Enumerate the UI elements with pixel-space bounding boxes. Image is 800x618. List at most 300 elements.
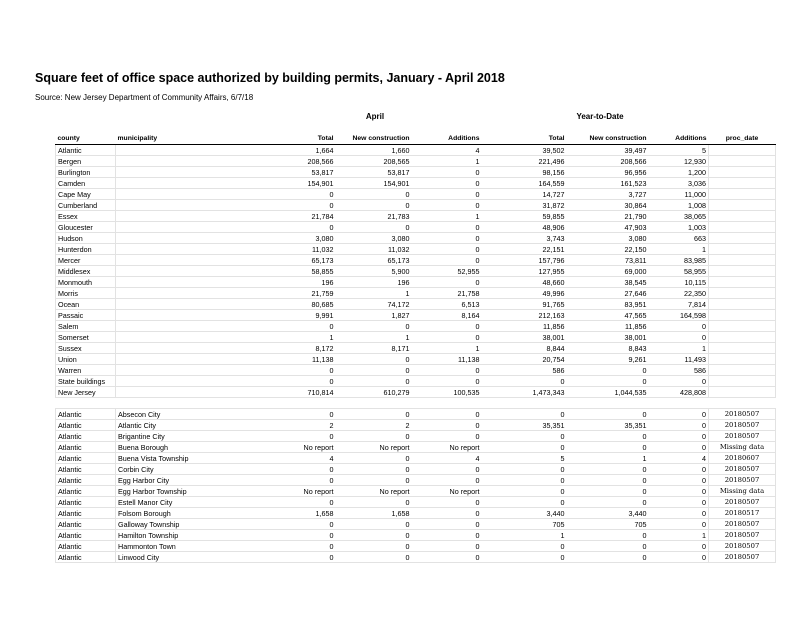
cell-proc-date: 20180607 — [709, 453, 776, 464]
cell-ytd-additions: 164,598 — [649, 310, 709, 321]
spacer-cell — [482, 398, 502, 409]
cell-ytd-new-construction: 73,811 — [567, 255, 649, 266]
cell-april-total: 196 — [236, 277, 336, 288]
cell-ytd-new-construction: 3,727 — [567, 189, 649, 200]
cell-gap — [482, 266, 502, 277]
municipality-row — [56, 442, 776, 453]
cell-ytd-additions: 4 — [649, 453, 709, 464]
cell-april-total: 0 — [236, 376, 336, 387]
col-header-april-new-construction: New construction — [336, 133, 412, 145]
cell-proc-date — [709, 332, 776, 343]
cell-ytd-total: 705 — [502, 519, 567, 530]
cell-proc-date: 20180507 — [709, 420, 776, 431]
cell-county: Atlantic — [56, 145, 116, 156]
cell-ytd-additions: 0 — [649, 486, 709, 497]
county-row — [56, 288, 776, 299]
cell-april-additions: 0 — [412, 475, 482, 486]
cell-ytd-additions: 11,000 — [649, 189, 709, 200]
cell-proc-date — [709, 200, 776, 211]
cell-ytd-total: 3,743 — [502, 233, 567, 244]
spacer-cell — [116, 398, 236, 409]
spacer-cell — [502, 398, 567, 409]
cell-gap — [482, 200, 502, 211]
cell-county: Cape May — [56, 189, 116, 200]
cell-proc-date: Missing data — [709, 486, 776, 497]
cell-municipality: Galloway Township — [116, 519, 236, 530]
cell-municipality: Corbin City — [116, 464, 236, 475]
cell-april-additions: 0 — [412, 409, 482, 420]
cell-april-total: 0 — [236, 431, 336, 442]
cell-april-new-construction: 0 — [336, 409, 412, 420]
cell-gap — [482, 233, 502, 244]
cell-proc-date — [709, 266, 776, 277]
cell-april-new-construction: 196 — [336, 277, 412, 288]
cell-ytd-additions: 10,115 — [649, 277, 709, 288]
cell-ytd-new-construction: 0 — [567, 541, 649, 552]
municipality-row — [56, 508, 776, 519]
cell-gap — [482, 343, 502, 354]
cell-april-additions: 0 — [412, 332, 482, 343]
cell-ytd-new-construction: 22,150 — [567, 244, 649, 255]
county-row — [56, 189, 776, 200]
cell-county: Atlantic — [56, 508, 116, 519]
cell-april-new-construction: 610,279 — [336, 387, 412, 398]
cell-ytd-total: 0 — [502, 376, 567, 387]
cell-county: Atlantic — [56, 453, 116, 464]
cell-ytd-additions: 1 — [649, 530, 709, 541]
cell-ytd-new-construction: 47,565 — [567, 310, 649, 321]
cell-ytd-additions: 11,493 — [649, 354, 709, 365]
county-row — [56, 387, 776, 398]
cell-april-new-construction: 65,173 — [336, 255, 412, 266]
cell-april-new-construction: 0 — [336, 519, 412, 530]
cell-ytd-additions: 83,985 — [649, 255, 709, 266]
col-gap — [482, 133, 502, 145]
cell-april-total: 1,658 — [236, 508, 336, 519]
cell-gap — [482, 365, 502, 376]
cell-county: Burlington — [56, 167, 116, 178]
municipality-row — [56, 519, 776, 530]
cell-ytd-additions: 7,814 — [649, 299, 709, 310]
cell-ytd-total: 0 — [502, 541, 567, 552]
cell-proc-date — [709, 255, 776, 266]
cell-ytd-total: 0 — [502, 464, 567, 475]
cell-proc-date — [709, 288, 776, 299]
cell-april-total: 0 — [236, 519, 336, 530]
cell-april-new-construction: 1,658 — [336, 508, 412, 519]
cell-gap — [482, 244, 502, 255]
cell-ytd-total: 31,872 — [502, 200, 567, 211]
cell-county: Union — [56, 354, 116, 365]
cell-april-new-construction: 1 — [336, 332, 412, 343]
county-row — [56, 211, 776, 222]
cell-april-additions: 0 — [412, 255, 482, 266]
cell-april-total: 21,784 — [236, 211, 336, 222]
county-row — [56, 299, 776, 310]
county-row — [56, 233, 776, 244]
cell-ytd-new-construction: 1 — [567, 453, 649, 464]
cell-april-total: 2 — [236, 420, 336, 431]
cell-municipality — [116, 354, 236, 365]
cell-county: Atlantic — [56, 519, 116, 530]
cell-gap — [482, 299, 502, 310]
cell-ytd-total: 221,496 — [502, 156, 567, 167]
municipality-row — [56, 486, 776, 497]
cell-ytd-new-construction: 0 — [567, 475, 649, 486]
cell-april-new-construction: 74,172 — [336, 299, 412, 310]
cell-proc-date: 20180507 — [709, 541, 776, 552]
cell-proc-date — [709, 233, 776, 244]
cell-county: State buildings — [56, 376, 116, 387]
cell-april-new-construction: 1,827 — [336, 310, 412, 321]
cell-municipality — [116, 277, 236, 288]
county-row — [56, 167, 776, 178]
cell-ytd-total: 586 — [502, 365, 567, 376]
cell-county: Atlantic — [56, 409, 116, 420]
county-row — [56, 332, 776, 343]
cell-april-additions: 0 — [412, 552, 482, 563]
cell-april-total: 1,664 — [236, 145, 336, 156]
cell-april-additions: 1 — [412, 156, 482, 167]
cell-ytd-new-construction: 9,261 — [567, 354, 649, 365]
col-header-april-additions: Additions — [412, 133, 482, 145]
county-row — [56, 255, 776, 266]
cell-april-total: 0 — [236, 497, 336, 508]
municipality-row — [56, 409, 776, 420]
cell-proc-date — [709, 365, 776, 376]
county-row — [56, 376, 776, 387]
municipality-row — [56, 420, 776, 431]
cell-county: Atlantic — [56, 486, 116, 497]
cell-municipality — [116, 365, 236, 376]
cell-april-total: 0 — [236, 321, 336, 332]
cell-april-new-construction: 53,817 — [336, 167, 412, 178]
cell-april-additions: No report — [412, 442, 482, 453]
cell-ytd-additions: 38,065 — [649, 211, 709, 222]
cell-gap — [482, 497, 502, 508]
cell-ytd-additions: 3,036 — [649, 178, 709, 189]
cell-ytd-total: 212,163 — [502, 310, 567, 321]
cell-april-total: 1 — [236, 332, 336, 343]
cell-april-total: 58,855 — [236, 266, 336, 277]
cell-proc-date: 20180507 — [709, 519, 776, 530]
cell-ytd-additions: 22,350 — [649, 288, 709, 299]
cell-april-total: 154,901 — [236, 178, 336, 189]
cell-april-additions: 6,513 — [412, 299, 482, 310]
cell-april-new-construction: 0 — [336, 431, 412, 442]
cell-april-total: 0 — [236, 552, 336, 563]
cell-municipality — [116, 376, 236, 387]
cell-proc-date: 20180507 — [709, 530, 776, 541]
cell-ytd-additions: 0 — [649, 409, 709, 420]
cell-april-new-construction: 1 — [336, 288, 412, 299]
cell-county: Sussex — [56, 343, 116, 354]
cell-ytd-total: 1,473,343 — [502, 387, 567, 398]
spacer-cell — [412, 398, 482, 409]
cell-ytd-new-construction: 0 — [567, 497, 649, 508]
cell-ytd-new-construction: 0 — [567, 552, 649, 563]
cell-april-new-construction: No report — [336, 486, 412, 497]
cell-april-additions: 1 — [412, 211, 482, 222]
cell-gap — [482, 541, 502, 552]
cell-gap — [482, 167, 502, 178]
cell-ytd-additions: 0 — [649, 519, 709, 530]
cell-proc-date — [709, 376, 776, 387]
cell-april-new-construction: 2 — [336, 420, 412, 431]
county-row — [56, 145, 776, 156]
county-row — [56, 365, 776, 376]
cell-proc-date — [709, 343, 776, 354]
cell-gap — [482, 530, 502, 541]
cell-april-total: 0 — [236, 409, 336, 420]
cell-april-additions: 0 — [412, 222, 482, 233]
cell-ytd-total: 35,351 — [502, 420, 567, 431]
cell-proc-date — [709, 387, 776, 398]
cell-april-total: 11,032 — [236, 244, 336, 255]
cell-county: Gloucester — [56, 222, 116, 233]
cell-ytd-new-construction: 39,497 — [567, 145, 649, 156]
cell-ytd-new-construction: 1,044,535 — [567, 387, 649, 398]
cell-april-new-construction: 11,032 — [336, 244, 412, 255]
cell-ytd-new-construction: 8,843 — [567, 343, 649, 354]
cell-municipality — [116, 343, 236, 354]
county-row — [56, 222, 776, 233]
cell-municipality — [116, 255, 236, 266]
cell-ytd-new-construction: 705 — [567, 519, 649, 530]
cell-april-new-construction: 21,783 — [336, 211, 412, 222]
cell-april-total: 80,685 — [236, 299, 336, 310]
cell-municipality — [116, 288, 236, 299]
cell-municipality — [116, 211, 236, 222]
cell-ytd-total: 164,559 — [502, 178, 567, 189]
cell-april-total: 208,566 — [236, 156, 336, 167]
cell-april-additions: 0 — [412, 365, 482, 376]
col-header-municipality: municipality — [116, 133, 236, 145]
cell-proc-date — [709, 156, 776, 167]
cell-proc-date — [709, 299, 776, 310]
cell-april-new-construction: 0 — [336, 365, 412, 376]
cell-april-total: 0 — [236, 200, 336, 211]
spacer-cell — [649, 398, 709, 409]
cell-proc-date — [709, 354, 776, 365]
cell-ytd-total: 98,156 — [502, 167, 567, 178]
cell-april-new-construction: No report — [336, 442, 412, 453]
ytd-group-header: Year-to-Date — [576, 112, 624, 121]
county-row — [56, 354, 776, 365]
cell-ytd-additions: 0 — [649, 552, 709, 563]
cell-ytd-additions: 0 — [649, 497, 709, 508]
cell-county: Atlantic — [56, 475, 116, 486]
cell-ytd-total: 0 — [502, 552, 567, 563]
cell-ytd-total: 48,660 — [502, 277, 567, 288]
spacer-cell — [336, 398, 412, 409]
cell-ytd-total: 0 — [502, 475, 567, 486]
permits-table — [55, 133, 776, 563]
cell-ytd-total: 49,996 — [502, 288, 567, 299]
cell-april-total: 0 — [236, 365, 336, 376]
cell-proc-date — [709, 321, 776, 332]
cell-april-additions: 0 — [412, 541, 482, 552]
cell-ytd-new-construction: 0 — [567, 365, 649, 376]
cell-county: Mercer — [56, 255, 116, 266]
cell-municipality — [116, 310, 236, 321]
cell-gap — [482, 376, 502, 387]
cell-ytd-new-construction: 0 — [567, 442, 649, 453]
cell-proc-date — [709, 310, 776, 321]
cell-april-additions: 11,138 — [412, 354, 482, 365]
cell-ytd-new-construction: 47,903 — [567, 222, 649, 233]
municipality-row — [56, 464, 776, 475]
spacer-row — [56, 398, 776, 409]
cell-april-additions: 1 — [412, 343, 482, 354]
cell-ytd-total: 38,001 — [502, 332, 567, 343]
cell-gap — [482, 431, 502, 442]
cell-municipality: Egg Harbor Township — [116, 486, 236, 497]
cell-april-additions: 0 — [412, 233, 482, 244]
cell-ytd-new-construction: 0 — [567, 409, 649, 420]
cell-april-total: 11,138 — [236, 354, 336, 365]
cell-april-new-construction: 0 — [336, 189, 412, 200]
cell-county: Hunterdon — [56, 244, 116, 255]
county-row — [56, 178, 776, 189]
cell-ytd-total: 22,151 — [502, 244, 567, 255]
cell-gap — [482, 310, 502, 321]
cell-ytd-new-construction: 21,790 — [567, 211, 649, 222]
cell-ytd-total: 0 — [502, 497, 567, 508]
cell-gap — [482, 519, 502, 530]
cell-municipality — [116, 266, 236, 277]
cell-april-additions: 0 — [412, 376, 482, 387]
cell-april-total: No report — [236, 442, 336, 453]
cell-april-additions: 0 — [412, 244, 482, 255]
cell-april-total: 53,817 — [236, 167, 336, 178]
cell-gap — [482, 464, 502, 475]
cell-ytd-new-construction: 0 — [567, 530, 649, 541]
cell-county: Bergen — [56, 156, 116, 167]
county-row — [56, 321, 776, 332]
cell-ytd-additions: 428,808 — [649, 387, 709, 398]
cell-ytd-total: 20,754 — [502, 354, 567, 365]
cell-gap — [482, 387, 502, 398]
cell-ytd-total: 1 — [502, 530, 567, 541]
cell-april-new-construction: 0 — [336, 552, 412, 563]
cell-proc-date — [709, 222, 776, 233]
cell-gap — [482, 211, 502, 222]
cell-county: Hudson — [56, 233, 116, 244]
cell-gap — [482, 552, 502, 563]
cell-ytd-new-construction: 35,351 — [567, 420, 649, 431]
cell-gap — [482, 508, 502, 519]
municipality-row — [56, 475, 776, 486]
cell-april-additions: 0 — [412, 530, 482, 541]
cell-april-new-construction: 3,080 — [336, 233, 412, 244]
cell-county: Atlantic — [56, 552, 116, 563]
cell-municipality: Hammonton Town — [116, 541, 236, 552]
cell-ytd-additions: 1,200 — [649, 167, 709, 178]
cell-proc-date — [709, 277, 776, 288]
cell-gap — [482, 332, 502, 343]
cell-county: Atlantic — [56, 431, 116, 442]
cell-proc-date: 20180507 — [709, 431, 776, 442]
cell-county: Passaic — [56, 310, 116, 321]
cell-april-new-construction: 0 — [336, 222, 412, 233]
cell-april-new-construction: 5,900 — [336, 266, 412, 277]
cell-gap — [482, 222, 502, 233]
cell-ytd-total: 3,440 — [502, 508, 567, 519]
municipality-row — [56, 431, 776, 442]
table-body — [56, 133, 776, 563]
cell-municipality: Buena Vista Township — [116, 453, 236, 464]
cell-ytd-new-construction: 69,000 — [567, 266, 649, 277]
cell-municipality — [116, 233, 236, 244]
spacer-cell — [709, 398, 776, 409]
cell-april-additions: 8,164 — [412, 310, 482, 321]
cell-gap — [482, 178, 502, 189]
cell-gap — [482, 486, 502, 497]
cell-april-total: 0 — [236, 475, 336, 486]
cell-ytd-additions: 0 — [649, 464, 709, 475]
county-row — [56, 343, 776, 354]
cell-april-total: No report — [236, 486, 336, 497]
cell-ytd-total: 0 — [502, 486, 567, 497]
cell-ytd-new-construction: 0 — [567, 431, 649, 442]
cell-ytd-additions: 1 — [649, 343, 709, 354]
col-header-proc-date: proc_date — [709, 133, 776, 145]
spacer-cell — [567, 398, 649, 409]
col-header-ytd-additions: Additions — [649, 133, 709, 145]
cell-ytd-additions: 0 — [649, 321, 709, 332]
cell-ytd-new-construction: 0 — [567, 486, 649, 497]
municipality-row — [56, 497, 776, 508]
cell-proc-date — [709, 145, 776, 156]
cell-april-additions: 0 — [412, 519, 482, 530]
cell-april-additions: 0 — [412, 431, 482, 442]
cell-ytd-new-construction: 161,523 — [567, 178, 649, 189]
cell-ytd-total: 157,796 — [502, 255, 567, 266]
cell-april-additions: 0 — [412, 189, 482, 200]
cell-april-total: 8,172 — [236, 343, 336, 354]
cell-municipality — [116, 332, 236, 343]
cell-april-new-construction: 0 — [336, 376, 412, 387]
county-row — [56, 266, 776, 277]
spacer-cell — [236, 398, 336, 409]
cell-april-additions: 4 — [412, 145, 482, 156]
cell-april-new-construction: 154,901 — [336, 178, 412, 189]
county-row — [56, 156, 776, 167]
cell-ytd-additions: 0 — [649, 442, 709, 453]
cell-county: Ocean — [56, 299, 116, 310]
cell-proc-date — [709, 167, 776, 178]
cell-ytd-total: 0 — [502, 409, 567, 420]
cell-april-total: 0 — [236, 541, 336, 552]
cell-ytd-new-construction: 208,566 — [567, 156, 649, 167]
cell-april-new-construction: 1,660 — [336, 145, 412, 156]
cell-april-additions: 0 — [412, 178, 482, 189]
cell-county: Atlantic — [56, 497, 116, 508]
cell-county: Camden — [56, 178, 116, 189]
cell-april-additions: 0 — [412, 508, 482, 519]
cell-municipality: Brigantine City — [116, 431, 236, 442]
cell-april-new-construction: 0 — [336, 541, 412, 552]
cell-april-total: 9,991 — [236, 310, 336, 321]
spacer-cell — [56, 398, 116, 409]
cell-municipality — [116, 321, 236, 332]
cell-april-total: 0 — [236, 530, 336, 541]
cell-county: Monmouth — [56, 277, 116, 288]
cell-county: Essex — [56, 211, 116, 222]
cell-municipality: Estell Manor City — [116, 497, 236, 508]
report-source: Source: New Jersey Department of Community Affairs, 6/7/18 — [35, 93, 254, 102]
